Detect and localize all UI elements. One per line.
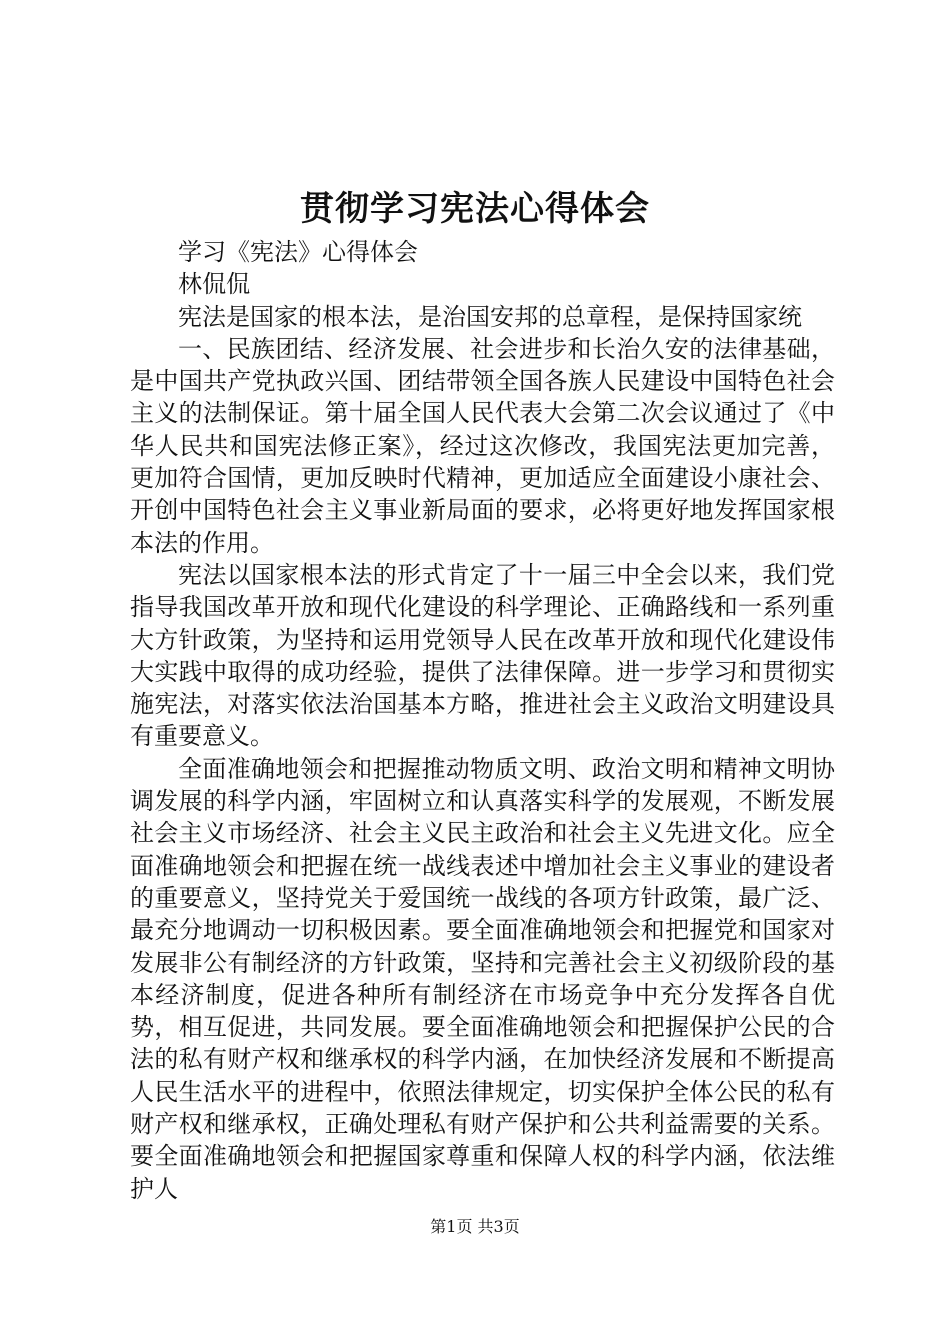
subtitle-line: 学习《宪法》心得体会 [178,238,418,266]
paragraph-2: 一、民族团结、经济发展、社会进步和长治久安的法律基础，是中国共产党执政兴国、团结带领全国各族人民建设中国特色社会主义的法制保证。第十届全国人民代表大会第二次会议通过了《中华人民共和国宪法修正案》，经过这次修改，我国宪法更加完善，更加符合国情，更加反映时代精神，更加适应全面建设小康社会、开创中国特色社会主义事业新局面的要求，必将更好地发挥国家根本法的作用。 [130,334,835,557]
paragraph-3: 宪法以国家根本法的形式肯定了十一届三中全会以来，我们党指导我国改革开放和现代化建设的科学理论、正确路线和一系列重大方针政策，为坚持和运用党领导人民在改革开放和现代化建设伟大实践中取得的成功经验，提供了法律保障。进一步学习和贯彻实施宪法，对落实依法治国基本方略，推进社会主义政治文明建设具有重要意义。 [130,560,835,751]
page-number-footer: 第1页 共3页 [430,1217,520,1236]
paragraph-4: 全面准确地领会和把握推动物质文明、政治文明和精神文明协调发展的科学内涵，牢固树立和认真落实科学的发展观，不断发展社会主义市场经济、社会主义民主政治和社会主义先进文化。应全面准确地领会和把握在统一战线表述中增加社会主义事业的建设者的重要意义，坚持党关于爱国统一战线的各项方针政策，最广泛、最充分地调动一切积极因素。要全面准确地领会和把握党和国家对发展非公有制经济的方针政策，坚持和完善社会主义初级阶段的基本经济制度，促进各种所有制经济在市场竞争中充分发挥各自优势，相互促进，共同发展。要全面准确地领会和把握保护公民的合法的私有财产权和继承权的科学内涵，在加快经济发展和不断提高人民生活水平的进程中，依照法律规定，切实保护全体公民的私有财产权和继承权，正确处理私有财产保护和公共利益需要的关系。要全面准确地领会和把握国家尊重和保障人权的科学内涵，依法维护人 [130,754,835,1203]
paragraph-1: 宪法是国家的根本法，是治国安邦的总章程，是保持国家统 [178,302,802,331]
document-body [130,236,835,1205]
author-line: 林侃侃 [178,270,250,299]
page-title: 贯彻学习宪法心得体会 [300,189,650,229]
